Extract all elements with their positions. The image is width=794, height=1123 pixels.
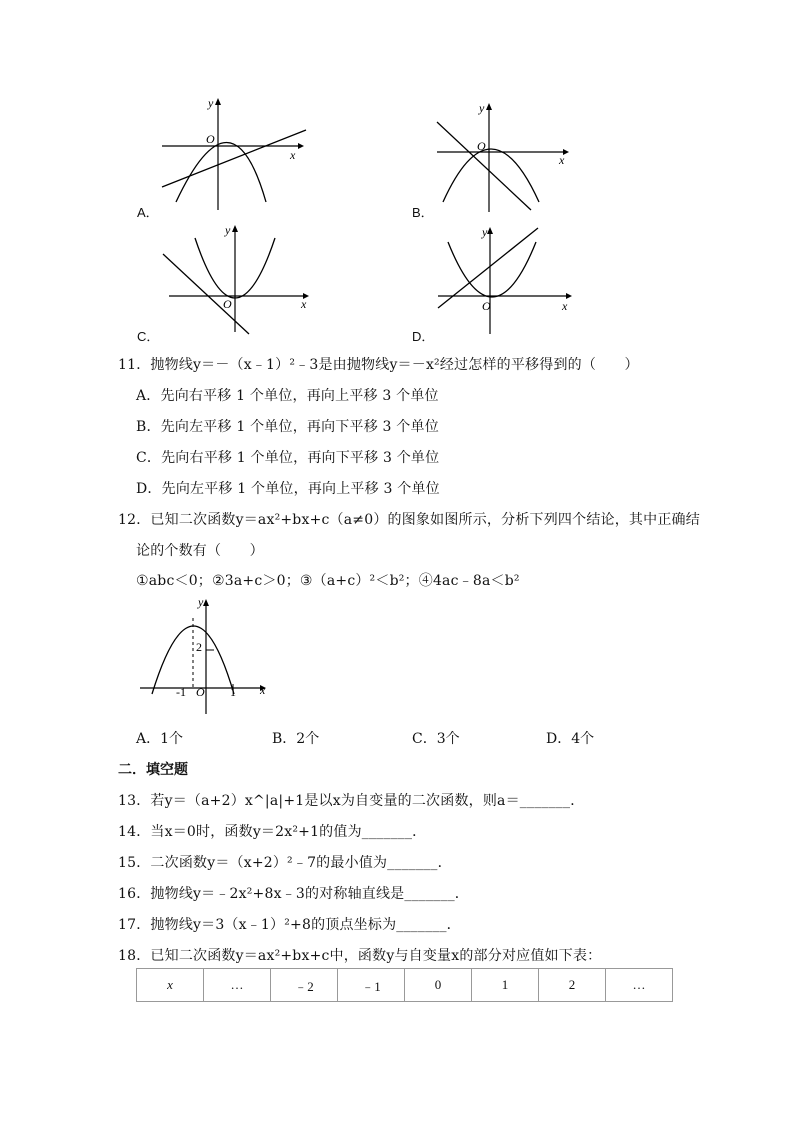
line [437, 122, 531, 210]
table-cell: 2 [539, 969, 606, 1002]
y-label: y [482, 225, 488, 239]
question-12-stem-line1: 12．已知二次函数y＝ax²+bx+c（a≠0）的图象如图所示，分析下列四个结论，其中正确结 [118, 512, 700, 528]
graph-option-d [428, 222, 583, 340]
origin-label: O [482, 299, 491, 313]
label-neg-one: -1 [176, 685, 186, 699]
question-12-option-b: B．2个 [272, 731, 320, 747]
y-label: y [479, 101, 485, 115]
question-11-option-d: D．先向左平移 1 个单位，再向上平移 3 个单位 [136, 481, 440, 497]
option-b-label: B． [412, 205, 434, 220]
question-13: 13．若y＝（a+2）x^|a|+1是以x为自变量的二次函数，则a＝_______． [118, 793, 585, 809]
y-axis-arrow [215, 98, 221, 105]
question-11-option-b: B．先向左平移 1 个单位，再向下平移 3 个单位 [136, 419, 439, 435]
x-axis-arrow [298, 143, 304, 149]
question-16: 16．抛物线y＝﹣2x²+8x﹣3的对称轴直线是_______． [118, 886, 469, 902]
option-c-label: C． [137, 329, 160, 344]
option-a-label: A． [137, 205, 159, 220]
origin-label: O [223, 297, 232, 311]
table-cell: … [204, 969, 271, 1002]
origin-label: O [206, 132, 215, 146]
line [162, 130, 306, 187]
y-axis-arrow [232, 225, 238, 232]
x-label: x [260, 683, 266, 697]
question-12-option-d: D．4个 [546, 731, 595, 747]
x-label: x [290, 148, 296, 162]
table-cell: ﹣1 [338, 969, 405, 1002]
origin-label: O [196, 685, 205, 699]
y-label: y [225, 223, 231, 237]
table-cell: 0 [405, 969, 472, 1002]
y-axis-arrow [203, 599, 209, 606]
section-fill-in-heading: 二．填空题 [118, 762, 188, 778]
table-cell: x [137, 969, 204, 1002]
table-row [137, 969, 673, 1002]
graph-option-c [155, 222, 315, 340]
table-cell: 1 [472, 969, 539, 1002]
graph-option-a [150, 95, 310, 220]
label-two: 2 [196, 640, 202, 654]
question-12-stem-line2: 论的个数有（ ） [136, 543, 264, 559]
y-axis-arrow [486, 103, 492, 110]
y-axis-arrow [487, 227, 493, 234]
question-11-stem: 11．抛物线y＝－（x﹣1）²﹣3是由抛物线y＝－x²经过怎样的平移得到的（ ） [118, 357, 639, 373]
question-11-option-a: A．先向右平移 1 个单位，再向上平移 3 个单位 [136, 388, 439, 404]
question-12-graph [136, 596, 276, 718]
label-one: 1 [230, 685, 236, 699]
question-14: 14．当x＝0时，函数y＝2x²+1的值为_______． [118, 824, 427, 840]
x-label: x [301, 297, 307, 311]
question-12-option-a: A．1个 [136, 731, 184, 747]
table-cell: … [606, 969, 673, 1002]
question-12-conclusions: ①abc＜0；②3a+c＞0；③（a+c）²＜b²；④4ac﹣8a＜b² [136, 573, 520, 589]
question-18: 18．已知二次函数y＝ax²+bx+c中，函数y与自变量x的部分对应值如下表： [118, 948, 602, 964]
question-15: 15．二次函数y＝（x+2）²﹣7的最小值为_______． [118, 855, 452, 871]
question-11-option-c: C．先向右平移 1 个单位，再向下平移 3 个单位 [136, 450, 440, 466]
y-label: y [198, 596, 204, 609]
question-17: 17．抛物线y＝3（x﹣1）²+8的顶点坐标为_______． [118, 917, 461, 933]
question-12-option-c: C．3个 [412, 731, 460, 747]
y-label: y [208, 96, 214, 110]
option-d-label: D． [412, 329, 435, 344]
origin-label: O [477, 139, 486, 153]
question-18-value-table [136, 968, 673, 1002]
x-label: x [562, 299, 568, 313]
graph-option-b [425, 100, 575, 215]
table-cell: ﹣2 [271, 969, 338, 1002]
parabola [443, 149, 539, 202]
x-label: x [559, 153, 565, 167]
